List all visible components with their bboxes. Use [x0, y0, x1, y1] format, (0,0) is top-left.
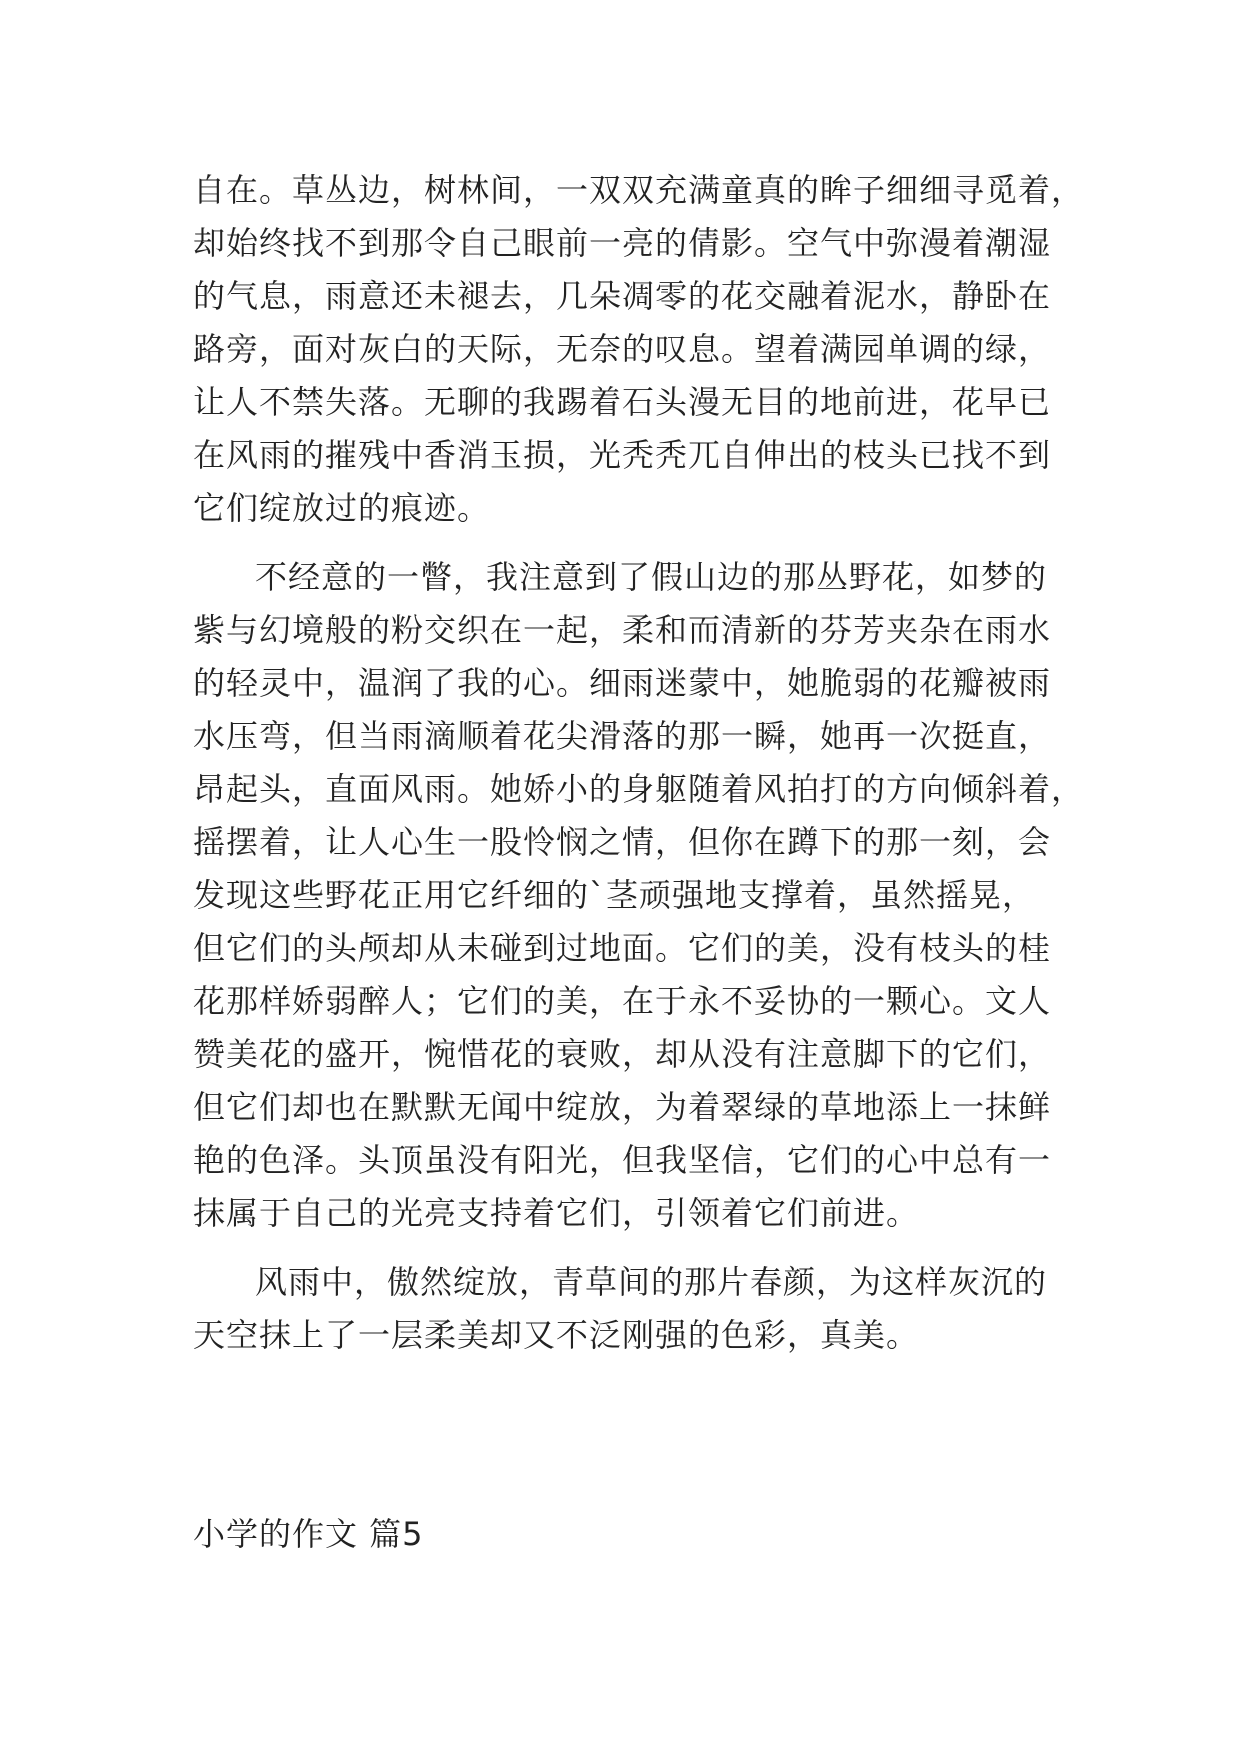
text-line: 但它们却也在默默无闻中绽放，为着翠绿的草地添上一抹鲜	[193, 1088, 1052, 1126]
paragraph-1	[193, 164, 1093, 535]
text-line: 昂起头，直面风雨。她娇小的身躯随着风拍打的方向倾斜着，	[193, 770, 1085, 808]
text-line: 在风雨的摧残中香消玉损，光秃秃兀自伸出的枝头已找不到	[193, 436, 1052, 474]
text-line: 摇摆着，让人心生一股怜悯之情，但你在蹲下的那一刻，会	[193, 823, 1052, 861]
paragraph-gap	[193, 1240, 1093, 1256]
text-line: 风雨中，傲然绽放，青草间的那片春颜，为这样灰沉的	[255, 1263, 1048, 1301]
text-line: 发现这些野花正用它纤细的`茎顽强地支撑着，虽然摇晃，	[193, 876, 1036, 914]
text-line: 紫与幻境般的粉交织在一起，柔和而清新的芬芳夹杂在雨水	[193, 611, 1052, 649]
text-line: 花那样娇弱醉人；它们的美，在于永不妥协的一颗心。文人	[193, 982, 1052, 1020]
text-line: 的气息，雨意还未褪去，几朵凋零的花交融着泥水，静卧在	[193, 277, 1052, 315]
essay-body	[193, 164, 1093, 1362]
text-line: 路旁，面对灰白的天际，无奈的叹息。望着满园单调的绿，	[193, 330, 1052, 368]
text-line: 水压弯，但当雨滴顺着花尖滑落的那一瞬，她再一次挺直，	[193, 717, 1052, 755]
section-heading: 小学的作文 篇5	[193, 1515, 424, 1553]
text-line: 天空抹上了一层柔美却又不泛刚强的色彩，真美。	[193, 1316, 920, 1354]
text-line: 但它们的头颅却从未碰到过地面。它们的美，没有枝头的桂	[193, 929, 1052, 967]
text-line: 它们绽放过的痕迹。	[193, 489, 491, 527]
paragraph-3	[193, 1256, 1093, 1362]
text-line: 不经意的一瞥，我注意到了假山边的那丛野花，如梦的	[255, 558, 1048, 596]
text-line: 却始终找不到那令自己眼前一亮的倩影。空气中弥漫着潮湿	[193, 224, 1052, 262]
text-line: 艳的色泽。头顶虽没有阳光，但我坚信，它们的心中总有一	[193, 1141, 1052, 1179]
paragraph-2	[193, 551, 1093, 1240]
paragraph-gap	[193, 535, 1093, 551]
text-line: 自在。草丛边，树林间，一双双充满童真的眸子细细寻觅着，	[193, 171, 1085, 209]
text-line: 让人不禁失落。无聊的我踢着石头漫无目的地前进，花早已	[193, 383, 1052, 421]
text-line: 的轻灵中，温润了我的心。细雨迷蒙中，她脆弱的花瓣被雨	[193, 664, 1052, 702]
text-line: 赞美花的盛开，惋惜花的衰败，却从没有注意脚下的它们，	[193, 1035, 1052, 1073]
text-line: 抹属于自己的光亮支持着它们，引领着它们前进。	[193, 1194, 920, 1232]
